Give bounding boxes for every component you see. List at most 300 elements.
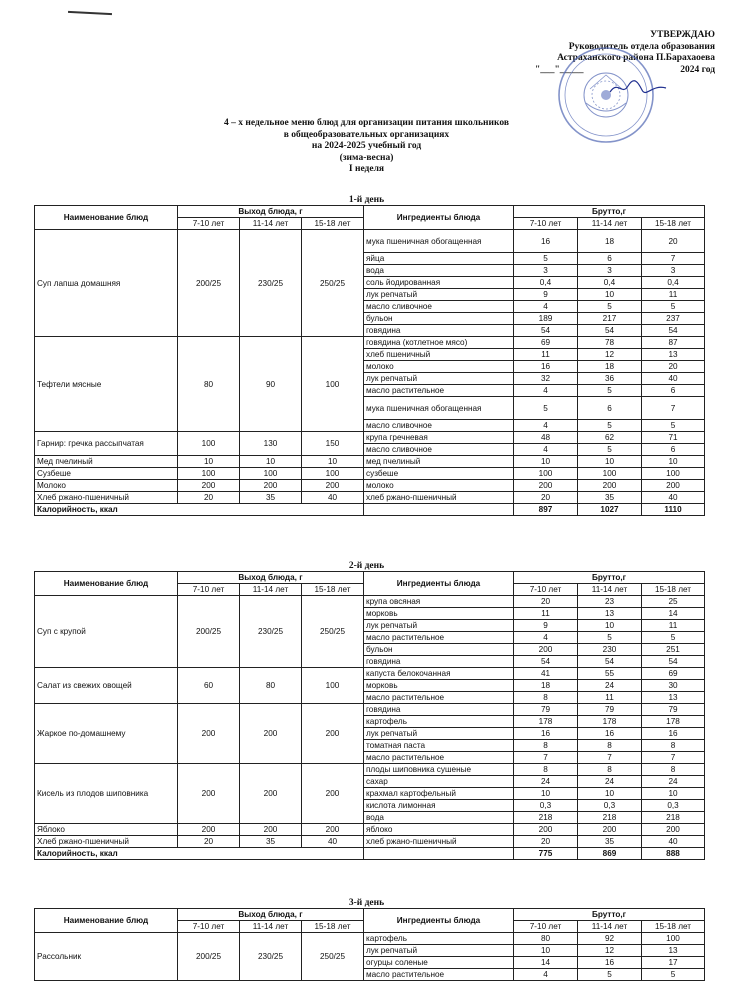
dish-output-value: 200 (178, 704, 240, 764)
dish-output-value: 200 (178, 764, 240, 824)
ingredient-name: морковь (364, 680, 514, 692)
ingredient-name: масло растительное (364, 969, 514, 981)
gross-value: 11 (642, 289, 705, 301)
gross-value: 20 (514, 836, 578, 848)
gross-value: 11 (514, 608, 578, 620)
ingredient-name: масло сливочное (364, 444, 514, 456)
header-output: Выход блюда, г (178, 909, 364, 921)
ingredient-name: картофель (364, 933, 514, 945)
gross-value: 40 (642, 373, 705, 385)
ingredient-name: масло сливочное (364, 301, 514, 313)
dish-name: Хлеб ржано-пшеничный (35, 492, 178, 504)
gross-value: 71 (642, 432, 705, 444)
gross-value: 5 (578, 969, 642, 981)
header-output: Выход блюда, г (178, 206, 364, 218)
gross-value: 5 (514, 253, 578, 265)
gross-value: 200 (514, 644, 578, 656)
dish-output-value: 40 (302, 492, 364, 504)
gross-value: 25 (642, 596, 705, 608)
gross-value: 48 (514, 432, 578, 444)
gross-value: 10 (578, 456, 642, 468)
dish-output-value: 200 (240, 704, 302, 764)
gross-value: 17 (642, 957, 705, 969)
gross-value: 40 (642, 836, 705, 848)
ingredient-name: соль йодированная (364, 277, 514, 289)
table-row (35, 468, 705, 480)
gross-value: 4 (514, 444, 578, 456)
ingredient-name: вода (364, 812, 514, 824)
table-row (35, 337, 705, 349)
ingredient-name: плоды шиповника сушеные (364, 764, 514, 776)
gross-value: 69 (642, 668, 705, 680)
gross-value: 7 (642, 752, 705, 764)
gross-value: 6 (642, 444, 705, 456)
dish-output-value: 250/25 (302, 230, 364, 337)
ingredient-name: бульон (364, 313, 514, 325)
gross-value: 14 (514, 957, 578, 969)
gross-value: 6 (642, 385, 705, 397)
gross-value: 32 (514, 373, 578, 385)
gross-value: 16 (514, 728, 578, 740)
dish-output-value: 35 (240, 836, 302, 848)
gross-value: 7 (514, 752, 578, 764)
header-output-age2: 11-14 лет (240, 584, 302, 596)
ingredient-name: лук репчатый (364, 620, 514, 632)
gross-value: 10 (578, 788, 642, 800)
dish-output-value: 200 (240, 480, 302, 492)
gross-value: 16 (642, 728, 705, 740)
gross-value: 54 (642, 325, 705, 337)
dish-name: Жаркое по-домашнему (35, 704, 178, 764)
table-row (35, 824, 705, 836)
header-output-age3: 15-18 лет (302, 218, 364, 230)
header-ingredients: Ингредиенты блюда (364, 206, 514, 230)
gross-value: 20 (642, 361, 705, 373)
gross-value: 24 (578, 680, 642, 692)
header-output-age1: 7-10 лет (178, 921, 240, 933)
ingredient-name: мука пшеничная обогащенная (364, 230, 514, 253)
gross-value: 24 (514, 776, 578, 788)
gross-value: 5 (578, 444, 642, 456)
gross-value: 3 (642, 265, 705, 277)
dish-name: Сузбеше (35, 468, 178, 480)
dish-output-value: 10 (240, 456, 302, 468)
ingredient-name: масло растительное (364, 632, 514, 644)
gross-value: 23 (578, 596, 642, 608)
gross-value: 16 (578, 728, 642, 740)
ingredient-name: говядина (364, 704, 514, 716)
header-output-age3: 15-18 лет (302, 921, 364, 933)
gross-value: 0,3 (578, 800, 642, 812)
dish-output-value: 10 (178, 456, 240, 468)
gross-value: 217 (578, 313, 642, 325)
gross-value: 0,4 (578, 277, 642, 289)
dish-output-value: 200 (302, 704, 364, 764)
header-output: Выход блюда, г (178, 572, 364, 584)
gross-value: 5 (578, 420, 642, 432)
gross-value: 0,3 (642, 800, 705, 812)
day-2-caption: 2-й день (348, 561, 385, 571)
header-dish-name: Наименование блюд (35, 206, 178, 230)
gross-value: 11 (642, 620, 705, 632)
day-3-caption: 3-й день (348, 898, 385, 908)
header-gross-age2: 11-14 лет (578, 218, 642, 230)
gross-value: 200 (514, 824, 578, 836)
header-row (35, 572, 705, 584)
gross-value: 79 (578, 704, 642, 716)
gross-value: 8 (514, 692, 578, 704)
table-row (35, 704, 705, 716)
approval-line-3: Астраханского района П.Барахаоева (557, 53, 715, 63)
ingredient-name: морковь (364, 608, 514, 620)
dish-output-value: 60 (178, 668, 240, 704)
header-row (35, 909, 705, 921)
ingredient-name: говядина (котлетное мясо) (364, 337, 514, 349)
calories-value: 897 (514, 504, 578, 516)
dish-output-value: 200 (302, 764, 364, 824)
gross-value: 218 (578, 812, 642, 824)
gross-value: 13 (642, 692, 705, 704)
dish-name: Суп лапша домашняя (35, 230, 178, 337)
day-2-menu-table (34, 571, 705, 860)
gross-value: 20 (514, 492, 578, 504)
table-row (35, 432, 705, 444)
gross-value: 13 (642, 349, 705, 361)
ingredient-name: сузбеше (364, 468, 514, 480)
gross-value: 10 (642, 788, 705, 800)
gross-value: 16 (578, 957, 642, 969)
gross-value: 8 (514, 740, 578, 752)
ingredient-name: хлеб ржано-пшеничный (364, 492, 514, 504)
calories-value: 888 (642, 848, 705, 860)
dish-output-value: 200 (240, 764, 302, 824)
ingredient-name: томатная паста (364, 740, 514, 752)
gross-value: 11 (578, 692, 642, 704)
gross-value: 100 (642, 468, 705, 480)
ingredient-name: лук репчатый (364, 728, 514, 740)
gross-value: 40 (642, 492, 705, 504)
header-gross: Брутто,г (514, 909, 705, 921)
gross-value: 10 (514, 788, 578, 800)
ingredient-name: хлеб пшеничный (364, 349, 514, 361)
header-gross-age1: 7-10 лет (514, 921, 578, 933)
gross-value: 13 (642, 945, 705, 957)
header-gross-age1: 7-10 лет (514, 218, 578, 230)
gross-value: 5 (578, 301, 642, 313)
gross-value: 251 (642, 644, 705, 656)
table-row (35, 230, 705, 253)
header-row (35, 206, 705, 218)
calories-value: 1110 (642, 504, 705, 516)
dish-output-value: 100 (302, 668, 364, 704)
gross-value: 18 (578, 230, 642, 253)
header-output-age3: 15-18 лет (302, 584, 364, 596)
gross-value: 20 (514, 596, 578, 608)
gross-value: 87 (642, 337, 705, 349)
ingredient-name: масло растительное (364, 385, 514, 397)
ingredient-name: мед пчелиный (364, 456, 514, 468)
dish-output-value: 200 (302, 824, 364, 836)
ingredient-name: кислота лимонная (364, 800, 514, 812)
dish-output-value: 20 (178, 492, 240, 504)
dish-output-value: 100 (240, 468, 302, 480)
header-dish-name: Наименование блюд (35, 909, 178, 933)
day-3-menu-table (34, 908, 705, 981)
gross-value: 8 (578, 764, 642, 776)
dish-output-value: 100 (178, 432, 240, 456)
calories-label: Калорийность, ккал (35, 848, 364, 860)
gross-value: 69 (514, 337, 578, 349)
dish-output-value: 100 (302, 468, 364, 480)
ingredient-name: хлеб ржано-пшеничный (364, 836, 514, 848)
gross-value: 178 (642, 716, 705, 728)
dish-output-value: 230/25 (240, 933, 302, 981)
calories-spacer (364, 504, 514, 516)
handwritten-signature (608, 78, 668, 98)
gross-value: 100 (642, 933, 705, 945)
ingredient-name: бульон (364, 644, 514, 656)
gross-value: 11 (514, 349, 578, 361)
table-row (35, 456, 705, 468)
header-gross-age2: 11-14 лет (578, 921, 642, 933)
table-row (35, 492, 705, 504)
header-output-age1: 7-10 лет (178, 218, 240, 230)
header-output-age1: 7-10 лет (178, 584, 240, 596)
day-1-menu-table (34, 205, 705, 516)
gross-value: 14 (642, 608, 705, 620)
gross-value: 5 (642, 420, 705, 432)
dish-output-value: 35 (240, 492, 302, 504)
gross-value: 0,3 (514, 800, 578, 812)
header-gross-age3: 15-18 лет (642, 921, 705, 933)
gross-value: 20 (642, 230, 705, 253)
gross-value: 218 (642, 812, 705, 824)
gross-value: 8 (578, 740, 642, 752)
gross-value: 230 (578, 644, 642, 656)
dish-output-value: 250/25 (302, 933, 364, 981)
dish-name: Гарнир: гречка рассыпчатая (35, 432, 178, 456)
dish-name: Яблоко (35, 824, 178, 836)
gross-value: 12 (578, 349, 642, 361)
title-line-1: 4 – х недельное меню блюд для организации питания школьников (224, 118, 509, 128)
ingredient-name: молоко (364, 361, 514, 373)
gross-value: 5 (642, 969, 705, 981)
gross-value: 200 (642, 480, 705, 492)
approval-date-right: 2024 год (680, 64, 715, 75)
approval-date-left: "___"_____ (535, 64, 584, 75)
gross-value: 6 (578, 397, 642, 420)
ingredient-name: масло растительное (364, 752, 514, 764)
dish-output-value: 100 (178, 468, 240, 480)
gross-value: 36 (578, 373, 642, 385)
header-gross-age1: 7-10 лет (514, 584, 578, 596)
header-dish-name: Наименование блюд (35, 572, 178, 596)
gross-value: 92 (578, 933, 642, 945)
gross-value: 4 (514, 301, 578, 313)
ingredient-name: говядина (364, 656, 514, 668)
gross-value: 5 (578, 632, 642, 644)
calories-row (35, 848, 705, 860)
calories-spacer (364, 848, 514, 860)
dish-output-value: 200 (178, 824, 240, 836)
dish-name: Мед пчелиный (35, 456, 178, 468)
gross-value: 7 (578, 752, 642, 764)
gross-value: 10 (514, 456, 578, 468)
gross-value: 54 (578, 656, 642, 668)
gross-value: 6 (578, 253, 642, 265)
gross-value: 79 (642, 704, 705, 716)
gross-value: 12 (578, 945, 642, 957)
gross-value: 24 (578, 776, 642, 788)
ingredient-name: масло растительное (364, 692, 514, 704)
dish-name: Хлеб ржано-пшеничный (35, 836, 178, 848)
dish-name: Молоко (35, 480, 178, 492)
dish-output-value: 200/25 (178, 230, 240, 337)
table-row (35, 764, 705, 776)
gross-value: 4 (514, 385, 578, 397)
gross-value: 3 (578, 265, 642, 277)
gross-value: 55 (578, 668, 642, 680)
header-ingredients: Ингредиенты блюда (364, 909, 514, 933)
dish-output-value: 40 (302, 836, 364, 848)
gross-value: 10 (578, 289, 642, 301)
gross-value: 30 (642, 680, 705, 692)
dish-output-value: 230/25 (240, 230, 302, 337)
dish-output-value: 150 (302, 432, 364, 456)
header-gross: Брутто,г (514, 572, 705, 584)
dish-output-value: 80 (240, 668, 302, 704)
ingredient-name: масло сливочное (364, 420, 514, 432)
gross-value: 5 (642, 301, 705, 313)
document-title (0, 118, 733, 176)
gross-value: 16 (514, 230, 578, 253)
ingredient-name: лук репчатый (364, 289, 514, 301)
gross-value: 100 (514, 468, 578, 480)
gross-value: 78 (578, 337, 642, 349)
gross-value: 9 (514, 620, 578, 632)
gross-value: 62 (578, 432, 642, 444)
ingredient-name: вода (364, 265, 514, 277)
ingredient-name: капуста белокочанная (364, 668, 514, 680)
dish-output-value: 200 (240, 824, 302, 836)
gross-value: 13 (578, 608, 642, 620)
gross-value: 5 (642, 632, 705, 644)
gross-value: 41 (514, 668, 578, 680)
dish-output-value: 20 (178, 836, 240, 848)
gross-value: 8 (642, 740, 705, 752)
gross-value: 8 (642, 764, 705, 776)
ingredient-name: огурцы соленые (364, 957, 514, 969)
gross-value: 54 (514, 325, 578, 337)
gross-value: 200 (642, 824, 705, 836)
gross-value: 35 (578, 492, 642, 504)
table-row (35, 668, 705, 680)
ingredient-name: крупа овсяная (364, 596, 514, 608)
gross-value: 54 (514, 656, 578, 668)
gross-value: 218 (514, 812, 578, 824)
ingredient-name: крахмал картофельный (364, 788, 514, 800)
dish-name: Салат из свежих овощей (35, 668, 178, 704)
ingredient-name: лук репчатый (364, 373, 514, 385)
ingredient-name: картофель (364, 716, 514, 728)
dish-output-value: 130 (240, 432, 302, 456)
header-gross-age3: 15-18 лет (642, 584, 705, 596)
gross-value: 54 (578, 325, 642, 337)
gross-value: 5 (578, 385, 642, 397)
gross-value: 35 (578, 836, 642, 848)
dish-name: Кисель из плодов шиповника (35, 764, 178, 824)
day-1-caption: 1-й день (348, 195, 385, 205)
approval-line-1: УТВЕРЖДАЮ (650, 30, 715, 40)
gross-value: 178 (578, 716, 642, 728)
dish-output-value: 200 (178, 480, 240, 492)
gross-value: 100 (578, 468, 642, 480)
gross-value: 80 (514, 933, 578, 945)
gross-value: 18 (514, 680, 578, 692)
dish-output-value: 200 (302, 480, 364, 492)
header-output-age2: 11-14 лет (240, 921, 302, 933)
ingredient-name: сахар (364, 776, 514, 788)
dish-name: Суп с крупой (35, 596, 178, 668)
gross-value: 10 (642, 456, 705, 468)
gross-value: 10 (578, 620, 642, 632)
dish-output-value: 230/25 (240, 596, 302, 668)
gross-value: 10 (514, 945, 578, 957)
gross-value: 200 (578, 824, 642, 836)
ingredient-name: яблоко (364, 824, 514, 836)
ingredient-name: мука пшеничная обогащенная (364, 397, 514, 420)
dish-output-value: 200/25 (178, 596, 240, 668)
gross-value: 79 (514, 704, 578, 716)
gross-value: 4 (514, 632, 578, 644)
gross-value: 7 (642, 397, 705, 420)
table-row (35, 933, 705, 945)
gross-value: 0,4 (514, 277, 578, 289)
gross-value: 3 (514, 265, 578, 277)
gross-value: 18 (578, 361, 642, 373)
dish-name: Тефтели мясные (35, 337, 178, 432)
header-output-age2: 11-14 лет (240, 218, 302, 230)
ingredient-name: крупа гречневая (364, 432, 514, 444)
gross-value: 9 (514, 289, 578, 301)
header-ingredients: Ингредиенты блюда (364, 572, 514, 596)
ingredient-name: говядина (364, 325, 514, 337)
header-gross-age2: 11-14 лет (578, 584, 642, 596)
approval-line-2: Руководитель отдела образования (568, 41, 715, 52)
gross-value: 4 (514, 969, 578, 981)
pen-mark (68, 11, 112, 15)
title-line-3: на 2024-2025 учебный год (311, 141, 422, 151)
ingredient-name: молоко (364, 480, 514, 492)
dish-output-value: 80 (178, 337, 240, 432)
title-line-5: I неделя (348, 164, 385, 174)
gross-value: 178 (514, 716, 578, 728)
calories-value: 1027 (578, 504, 642, 516)
gross-value: 7 (642, 253, 705, 265)
calories-value: 775 (514, 848, 578, 860)
dish-output-value: 10 (302, 456, 364, 468)
header-gross-age3: 15-18 лет (642, 218, 705, 230)
calories-value: 869 (578, 848, 642, 860)
gross-value: 54 (642, 656, 705, 668)
calories-row (35, 504, 705, 516)
table-row (35, 480, 705, 492)
dish-output-value: 90 (240, 337, 302, 432)
dish-name: Рассольник (35, 933, 178, 981)
table-row (35, 596, 705, 608)
title-line-2: в общеобразовательных организациях (283, 129, 450, 140)
gross-value: 189 (514, 313, 578, 325)
